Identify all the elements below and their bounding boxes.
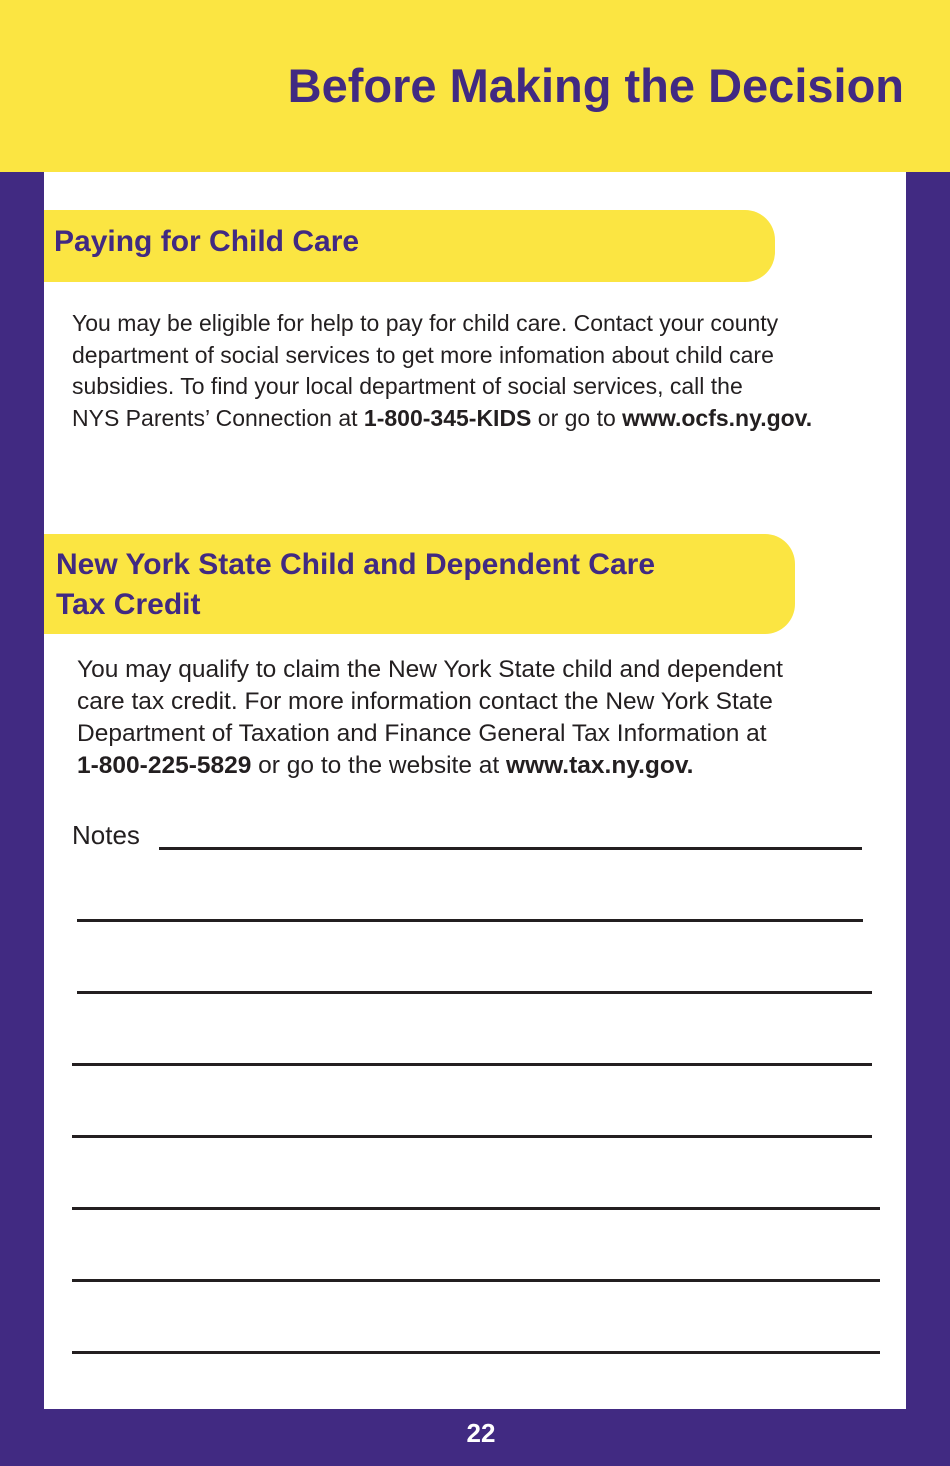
paragraph-text: or go to <box>531 404 623 431</box>
notes-writing-line[interactable] <box>72 1207 880 1210</box>
paragraph-text: NYS Parents’ Connection at <box>72 404 364 431</box>
tax-credit-paragraph <box>77 654 783 782</box>
notes-writing-line[interactable] <box>77 991 872 994</box>
notes-writing-line[interactable] <box>72 1279 880 1282</box>
notes-writing-line[interactable] <box>72 1351 880 1354</box>
phone-number: 1-800-225-5829 <box>77 752 252 779</box>
header-band <box>0 0 950 172</box>
notes-writing-line[interactable] <box>72 1135 872 1138</box>
website-link: www.tax.ny.gov. <box>506 752 694 779</box>
paragraph-line <box>72 403 812 435</box>
heading-line: Tax Credit <box>56 588 201 621</box>
heading-line: New York State Child and Dependent Care <box>56 548 656 581</box>
paragraph-line <box>77 750 783 782</box>
section-heading-tax-credit <box>56 545 655 625</box>
section-banner-child-care <box>44 210 775 282</box>
website-link: www.ocfs.ny.gov. <box>622 404 813 431</box>
paragraph-line: department of social services to get more infomation about child care <box>72 341 774 368</box>
paragraph-line: care tax credit. For more information contact the New York State <box>77 688 773 715</box>
notes-writing-line[interactable] <box>77 919 863 922</box>
section-banner-tax-credit <box>44 534 795 634</box>
page-title: Before Making the Decision <box>287 59 904 112</box>
notes-label: Notes <box>72 820 140 850</box>
page-number: 22 <box>466 1418 496 1448</box>
section-heading-child-care: Paying for Child Care <box>54 225 360 258</box>
paragraph-text: or go to the website at <box>251 752 507 779</box>
content-panel <box>44 172 906 1409</box>
paragraph-line: You may qualify to claim the New York State child and dependent <box>77 656 783 683</box>
paragraph-line: Department of Taxation and Finance General Tax Information at <box>77 720 767 747</box>
phone-number: 1-800-345-KIDS <box>363 404 532 431</box>
notes-writing-line[interactable] <box>72 1063 872 1066</box>
notes-writing-line[interactable] <box>159 847 862 850</box>
paragraph-line: subsidies. To find your local department of social services, call the <box>72 373 743 399</box>
paragraph-line: You may be eligible for help to pay for child care. Contact your county <box>72 310 779 336</box>
child-care-paragraph <box>72 308 812 434</box>
